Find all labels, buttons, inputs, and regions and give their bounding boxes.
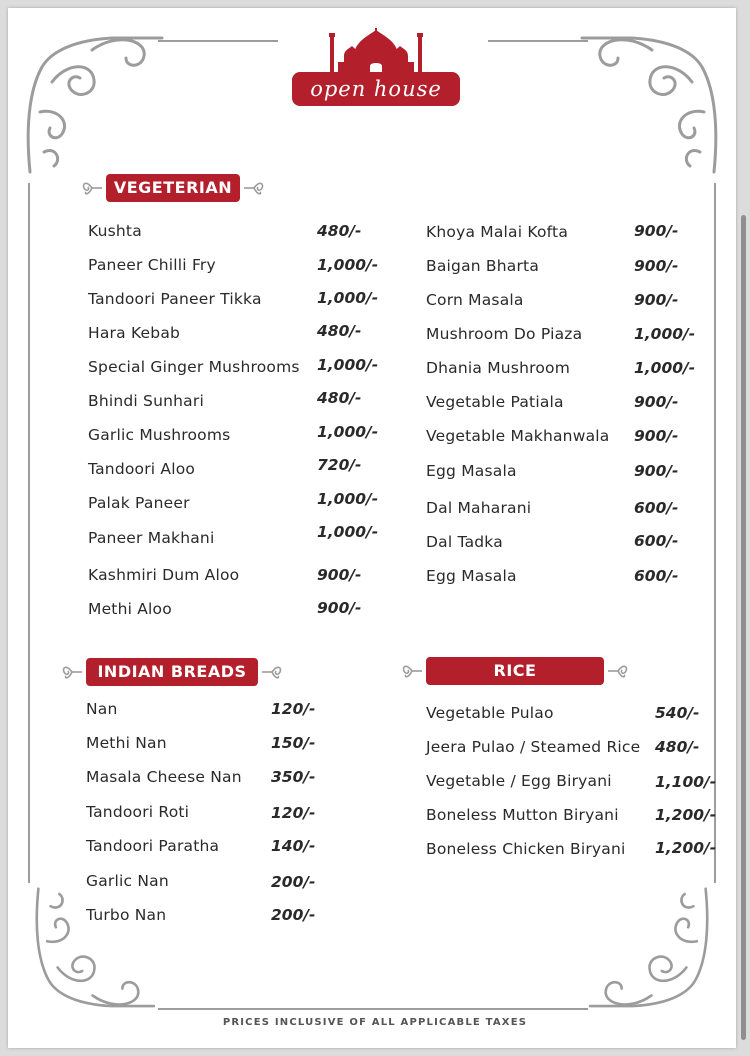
menu-item-price: 900/- [634, 393, 679, 411]
menu-item-name: Tandoori Paratha [86, 837, 220, 855]
menu-item-name: Tandoori Roti [86, 803, 190, 821]
brand-name: open house [292, 72, 460, 106]
menu-item-price: 150/- [271, 734, 316, 752]
ornament-right-icon [242, 178, 266, 198]
tax-note: PRICES INCLUSIVE OF ALL APPLICABLE TAXES [222, 1017, 528, 1028]
menu-item-name: Methi Nan [86, 734, 167, 752]
menu-item-name: Turbo Nan [86, 906, 167, 924]
ornament-right-icon [260, 662, 284, 682]
brand-logo [292, 28, 460, 106]
border-top-left [158, 40, 278, 42]
menu-item-price: 1,000/- [317, 490, 379, 508]
menu-item-price: 900/- [634, 222, 679, 240]
menu-item-name: Vegetable Makhanwala [426, 427, 610, 445]
palace-silhouette-icon [292, 28, 460, 74]
menu-item-name: Palak Paneer [88, 494, 190, 512]
menu-item-name: Kashmiri Dum Aloo [88, 566, 240, 584]
menu-item-price: 540/- [655, 704, 700, 722]
section-title-vegeterian: VEGETERIAN [106, 174, 240, 202]
menu-item-price: 480/- [317, 389, 362, 407]
menu-item-name: Garlic Mushrooms [88, 426, 231, 444]
menu-item-price: 120/- [271, 700, 316, 718]
menu-item-price: 1,200/- [655, 806, 717, 824]
menu-item-name: Boneless Mutton Biryani [426, 806, 619, 824]
menu-item-name: Dal Tadka [426, 533, 503, 551]
menu-item-price: 480/- [317, 322, 362, 340]
menu-item-name: Paneer Makhani [88, 529, 215, 547]
menu-item-price: 200/- [271, 906, 316, 924]
menu-item-price: 120/- [271, 804, 316, 822]
menu-item-name: Boneless Chicken Biryani [426, 840, 626, 858]
section-header-rice [400, 657, 630, 687]
menu-item-price: 480/- [655, 738, 700, 756]
menu-item-name: Paneer Chilli Fry [88, 256, 216, 274]
flourish-bottom-left-icon [22, 880, 172, 1020]
menu-item-price: 1,000/- [317, 523, 379, 541]
menu-item-price: 200/- [271, 873, 316, 891]
menu-item-name: Nan [86, 700, 118, 718]
menu-item-name: Hara Kebab [88, 324, 181, 342]
flourish-top-left-icon [22, 22, 172, 182]
menu-item-price: 600/- [634, 532, 679, 550]
flourish-top-right-icon [572, 22, 722, 182]
border-bottom [158, 1008, 588, 1010]
menu-item-price: 900/- [317, 566, 362, 584]
menu-item-price: 900/- [634, 427, 679, 445]
section-title-rice: RICE [426, 657, 604, 685]
menu-item-price: 600/- [634, 499, 679, 517]
menu-item-price: 1,000/- [317, 289, 379, 307]
menu-item-name: Baigan Bharta [426, 257, 540, 275]
menu-item-name: Tandoori Aloo [88, 460, 196, 478]
menu-item-price: 900/- [634, 462, 679, 480]
menu-item-name: Vegetable Patiala [426, 393, 564, 411]
flourish-bottom-right-icon [572, 880, 722, 1020]
menu-item-price: 1,000/- [634, 325, 696, 343]
ornament-left-icon [80, 178, 104, 198]
menu-item-price: 1,100/- [655, 773, 717, 791]
menu-item-name: Vegetable / Egg Biryani [426, 772, 612, 790]
menu-item-name: Egg Masala [426, 462, 517, 480]
ornament-left-icon [60, 662, 84, 682]
menu-item-price: 900/- [317, 599, 362, 617]
ornament-left-icon [400, 661, 424, 681]
menu-item-price: 600/- [634, 567, 679, 585]
menu-item-price: 720/- [317, 456, 362, 474]
menu-item-name: Khoya Malai Kofta [426, 223, 569, 241]
menu-item-name: Bhindi Sunhari [88, 392, 204, 410]
ornament-right-icon [606, 661, 630, 681]
menu-item-name: Methi Aloo [88, 600, 172, 618]
menu-item-price: 1,000/- [634, 359, 696, 377]
scrollbar[interactable] [741, 215, 746, 1040]
menu-item-name: Jeera Pulao / Steamed Rice [426, 738, 641, 756]
menu-item-price: 1,000/- [317, 256, 379, 274]
border-left [28, 183, 30, 883]
menu-item-price: 1,200/- [655, 839, 717, 857]
menu-item-price: 140/- [271, 837, 316, 855]
menu-item-price: 480/- [317, 222, 362, 240]
menu-item-name: Tandoori Paneer Tikka [88, 290, 262, 308]
menu-item-name: Dal Maharani [426, 499, 532, 517]
menu-item-name: Corn Masala [426, 291, 524, 309]
menu-item-name: Vegetable Pulao [426, 704, 554, 722]
menu-item-name: Special Ginger Mushrooms [88, 358, 300, 376]
menu-item-name: Egg Masala [426, 567, 517, 585]
menu-item-name: Dhania Mushroom [426, 359, 571, 377]
menu-item-name: Garlic Nan [86, 872, 169, 890]
section-title-indian-breads: INDIAN BREADS [86, 658, 258, 686]
menu-item-name: Masala Cheese Nan [86, 768, 242, 786]
menu-item-price: 350/- [271, 768, 316, 786]
section-header-vegeterian [80, 174, 266, 204]
menu-item-price: 1,000/- [317, 356, 379, 374]
menu-item-name: Mushroom Do Piaza [426, 325, 583, 343]
menu-item-name: Kushta [88, 222, 142, 240]
menu-item-price: 900/- [634, 257, 679, 275]
section-header-indian-breads [60, 658, 284, 688]
menu-item-price: 900/- [634, 291, 679, 309]
menu-item-price: 1,000/- [317, 423, 379, 441]
